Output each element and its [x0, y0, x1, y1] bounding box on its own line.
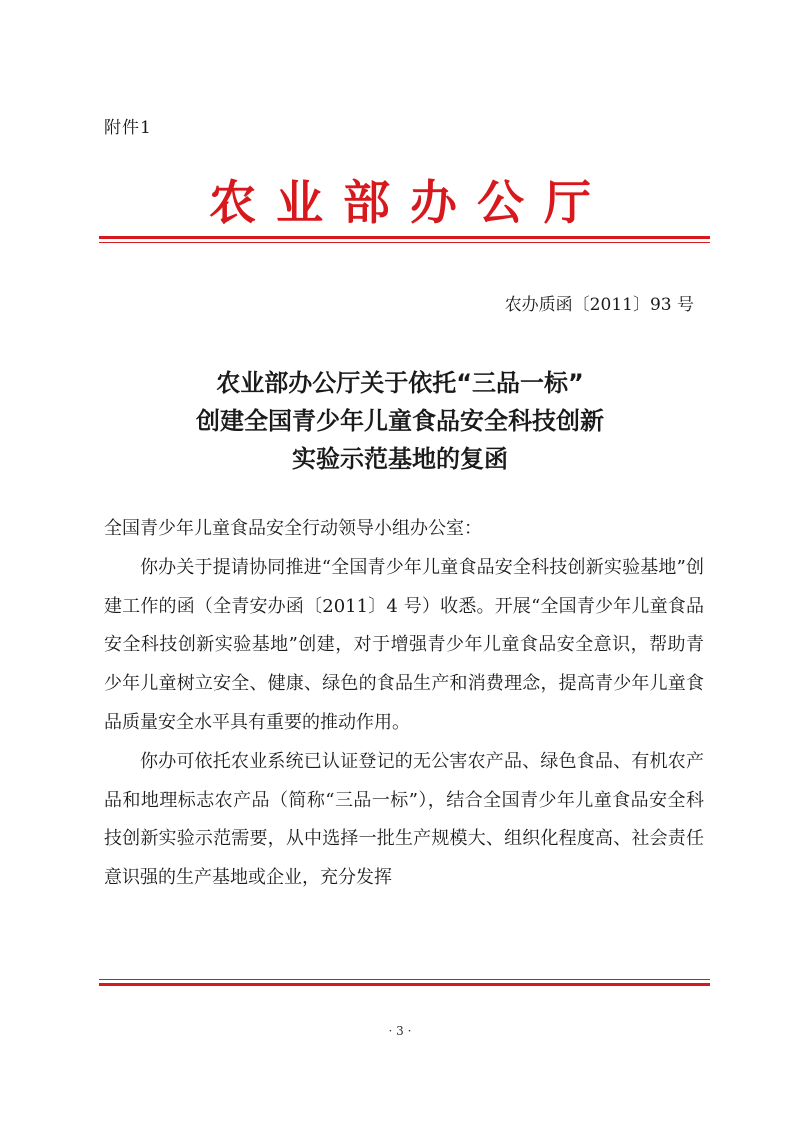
document-title: [0, 364, 800, 478]
paragraph-1: 你办关于提请协同推进“全国青少年儿童食品安全科技创新实验基地”创建工作的函（全青安办函〔2011〕4 号）收悉。开展“全国青少年儿童食品安全科技创新实验基地”创建，对于增强青少年儿童食品安全意识，帮助青少年儿童树立安全、健康、绿色的食品生产和消费理念，提高青少年儿童食品质量安全水平具有重要的推动作用。: [104, 556, 704, 733]
page-number: · 3 ·: [388, 1024, 412, 1038]
header-divider-thin: [99, 242, 710, 243]
salutation: 全国青少年儿童食品安全行动领导小组办公室：: [104, 518, 482, 539]
agency-letterhead: 农业部办公厅: [209, 176, 611, 231]
header-divider-thick: [99, 236, 710, 239]
paragraph-2: 你办可依托农业系统已认证登记的无公害农产品、绿色食品、有机农产品和地理标志农产品（简称“三品一标”），结合全国青少年儿童食品安全科技创新实验示范需要，从中选择一批生产规模大、组织化程度高、社会责任意识强的生产基地或企业，充分发挥: [104, 750, 704, 889]
document-body: [104, 510, 704, 898]
footer-divider-thick: [99, 983, 710, 986]
title-line-2: 创建全国青少年儿童食品安全科技创新: [196, 407, 604, 435]
document-number: 农办质函〔2011〕93 号: [504, 295, 694, 315]
attachment-label: 附件1: [104, 118, 152, 138]
title-line-3: 实验示范基地的复函: [292, 445, 508, 473]
title-line-1: 农业部办公厅关于依托“三品一标”: [216, 369, 584, 397]
footer-divider-thin: [99, 979, 710, 980]
